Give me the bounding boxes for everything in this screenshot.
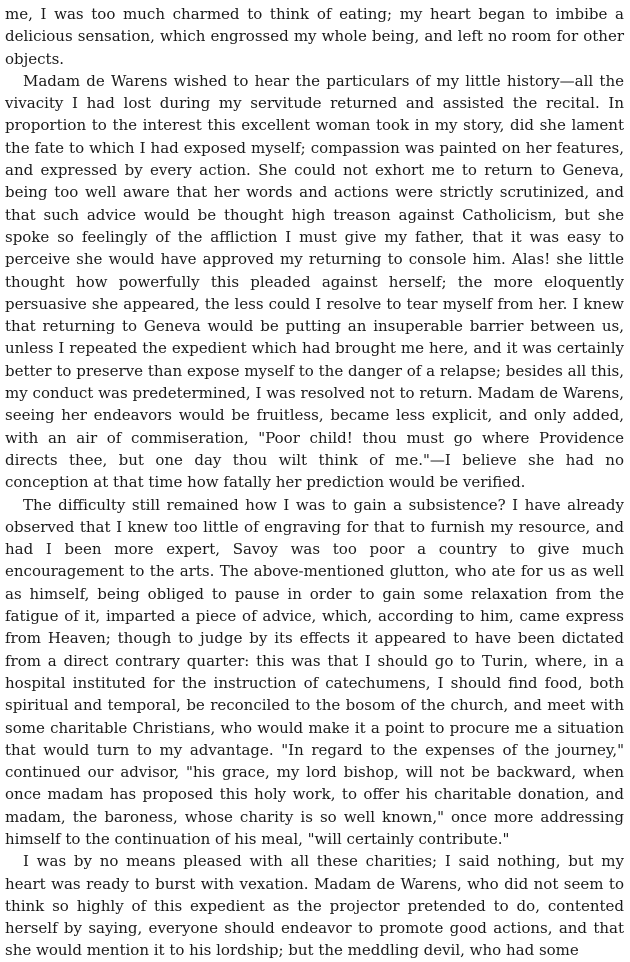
paragraph-subsistence: The difficulty still remained how I was to gain a subsistence? I have already observed that I knew too little of engraving for that to furnish my resource, and had I been more expert, Savoy was too poor a country to give much encouragement to the arts. The above-mentioned glutton, who ate for us as well as himself, being obliged to pause in order to gain some relaxation from the fatigue of it, imparted a piece of advice, which, according to him, came express from Heaven; though to judge by its effects it appeared to have been dictated from a direct contrary quarter: this was that I should go to Turin, where, in a hospital instituted for the instruction of catechumens, I should find food, both spiritual and temporal, be reconciled to the bosom of the church, and meet with some charitable Christians, who would make it a point to procure me a situation that would turn to my advantage. "In regard to the expenses of the journey," continued our advisor, "his grace, my lord bishop, will not be backward, when once madam has proposed this holy work, to offer his charitable donation, and madam, the baroness, whose charity is so well known," once more addressing himself to the continuation of his meal, "will certainly contribute." (5, 495, 624, 848)
paragraph-madam-de-warens: Madam de Warens wished to hear the particulars of my little history—all the vivacity I had lost during my servitude returned and assisted the recital. In proportion to the interest this excellent woman took in my story, did she lament the fate to which I had exposed myself; compassion was painted on her features, and expressed by every action. She could not exhort me to return to Geneva, being too well aware that her words and actions were strictly scrutinized, and that such advice would be thought high treason against Catholicism, but she spoke so feelingly of the affliction I must give my father, that it was easy to perceive she would have approved my returning to console him. Alas! she little thought how powerfully this pleaded against herself; the more eloquently persuasive she appeared, the less could I resolve to tear myself from her. I knew that returning to Geneva would be putting an insuperable barrier between us, unless I repeated the expedient which had brought me here, and it was certainly better to preserve than expose myself to the danger of a relapse; besides all this, my conduct was predetermined, I was resolved not to return. Madam de Warens, seeing her endeavors would be fruitless, became less explicit, and only added, with an air of commiseration, "Poor child! thou must go where Providence directs thee, but one day thou wilt think of me."—I believe she had no conception at that time how fatally her prediction would be verified. (5, 71, 624, 492)
paragraph-continuation: me, I was too much charmed to think of eating; my heart began to imbibe a delicious sensation, which engrossed my whole being, and left no room for other objects. (5, 5, 624, 68)
paragraph-charities: I was by no means pleased with all these charities; I said nothing, but my heart was ready to burst with vexation. Madam de Warens, who did not seem to think so highly of this expedient as the projector pretended to do, contented herself by saying, everyone should endeavor to promote good actions, and that she would mention it to his lordship; but the meddling devil, who had some (5, 852, 624, 960)
